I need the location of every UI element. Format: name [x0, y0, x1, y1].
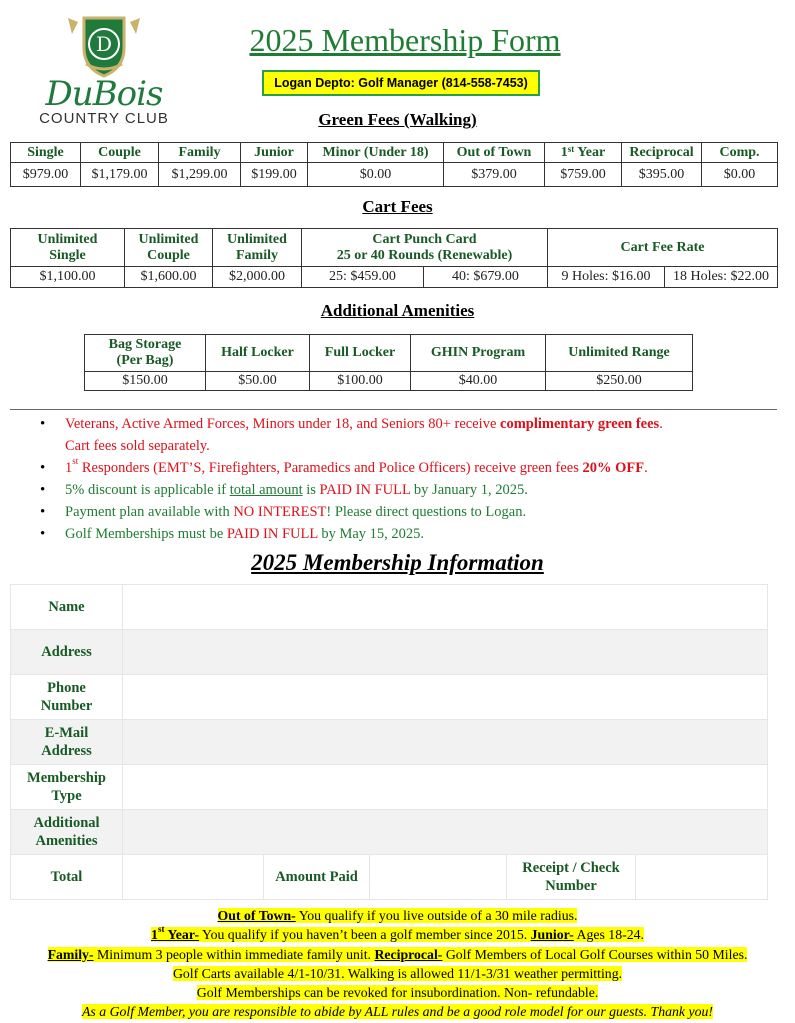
label-total: Total — [11, 855, 123, 900]
gf-header: Family — [159, 143, 241, 163]
amenity-header: Full Locker — [310, 335, 411, 372]
gf-value: $379.00 — [444, 163, 545, 187]
gf-value: $979.00 — [11, 163, 81, 187]
contact-box: Logan Depto: Golf Manager (814-558-7453) — [262, 70, 540, 96]
footer-line-first-year: 1st Year- You qualify if you haven’t been a golf member since 2015. Junior- Ages 18-24. — [151, 924, 644, 943]
cart-fees-heading: Cart Fees — [362, 197, 433, 216]
cart-value: $2,000.00 — [213, 267, 302, 288]
cart-header-rate: Cart Fee Rate — [548, 229, 778, 267]
gf-header: Out of Town — [444, 143, 545, 163]
logo-subtitle: COUNTRY CLUB — [39, 110, 169, 127]
phone-field[interactable] — [123, 675, 768, 720]
label-additional-amenities: Additional Amenities — [11, 810, 123, 855]
gf-header-first-year: 1st Year — [545, 143, 622, 163]
logo-name: DuBois — [45, 74, 163, 114]
gf-header: Single — [11, 143, 81, 163]
label-receipt: Receipt / Check Number — [507, 855, 636, 900]
footer-line-conduct: As a Golf Member, you are responsible to abide by ALL rules and be a good role model for our guests. Thank you! — [81, 1004, 714, 1020]
receipt-field[interactable] — [636, 855, 768, 900]
gf-value: $1,179.00 — [81, 163, 159, 187]
gf-value: $0.00 — [702, 163, 778, 187]
green-fees-table — [10, 142, 778, 187]
amenity-header: Half Locker — [206, 335, 310, 372]
amenities-table — [84, 334, 693, 391]
gf-value: $199.00 — [241, 163, 308, 187]
cart-header-couple: Unlimited Couple — [125, 229, 213, 267]
gf-header: Minor (Under 18) — [308, 143, 444, 163]
amenity-value: $100.00 — [310, 372, 411, 391]
amount-paid-field[interactable] — [370, 855, 507, 900]
note-deadline: • Golf Memberships must be PAID IN FULL by May 15, 2025. — [40, 523, 663, 545]
note-responders: • 1st Responders (EMT’S, Firefighters, Paramedics and Police Officers) receive green fees 20% OFF. — [40, 457, 663, 479]
amenity-header-bag: Bag Storage (Per Bag) — [85, 335, 206, 372]
gf-header: Junior — [241, 143, 308, 163]
gf-value: $1,299.00 — [159, 163, 241, 187]
amenity-header: Unlimited Range — [546, 335, 693, 372]
green-fees-heading: Green Fees (Walking) — [318, 110, 477, 129]
membership-info-heading: 2025 Membership Information — [251, 550, 544, 575]
page-title: 2025 Membership Form — [249, 22, 561, 58]
amenities-heading: Additional Amenities — [320, 301, 475, 320]
cart-fees-table — [10, 228, 778, 288]
gf-header: Couple — [81, 143, 159, 163]
cart-header-family: Unlimited Family — [213, 229, 302, 267]
cart-header-punch-card: Cart Punch Card 25 or 40 Rounds (Renewable) — [302, 229, 548, 267]
membership-type-field[interactable] — [123, 765, 768, 810]
amenity-value: $250.00 — [546, 372, 693, 391]
label-email: E-Mail Address — [11, 720, 123, 765]
amenity-header: GHIN Program — [411, 335, 546, 372]
gf-value: $0.00 — [308, 163, 444, 187]
gf-value: $759.00 — [545, 163, 622, 187]
gf-header: Reciprocal — [622, 143, 702, 163]
cart-value: $1,600.00 — [125, 267, 213, 288]
note-veterans: • Veterans, Active Armed Forces, Minors under 18, and Seniors 80+ receive complimentary green fees. Cart fees sold separately. — [40, 413, 663, 457]
amenity-value: $50.00 — [206, 372, 310, 391]
label-address: Address — [11, 630, 123, 675]
cart-value: $1,100.00 — [11, 267, 125, 288]
svg-text:D: D — [95, 32, 113, 56]
membership-info-table — [10, 584, 768, 900]
footer-line-carts: Golf Carts available 4/1-10/31. Walking is allowed 11/1-3/31 weather permitting. — [172, 965, 623, 981]
address-field[interactable] — [123, 630, 768, 675]
label-name: Name — [11, 585, 123, 630]
divider — [10, 409, 777, 410]
footer-line-family: Family- Minimum 3 people within immediate family unit. Reciprocal- Golf Members of Local Golf Courses within 50 Miles. — [47, 946, 748, 962]
amenity-value: $150.00 — [85, 372, 206, 391]
cart-value: 25: $459.00 — [302, 267, 424, 288]
footer-line-revoked: Golf Memberships can be revoked for insubordination. Non- refundable. — [196, 985, 599, 1001]
note-discount: • 5% discount is applicable if total amount is PAID IN FULL by January 1, 2025. — [40, 479, 663, 501]
label-membership-type: Membership Type — [11, 765, 123, 810]
label-amount-paid: Amount Paid — [264, 855, 370, 900]
gf-value: $395.00 — [622, 163, 702, 187]
cart-value: 18 Holes: $22.00 — [665, 267, 778, 288]
notes-list — [40, 413, 663, 545]
gf-header: Comp. — [702, 143, 778, 163]
footer-notes — [0, 906, 795, 1022]
cart-header-single: Unlimited Single — [11, 229, 125, 267]
amenity-value: $40.00 — [411, 372, 546, 391]
amenities-field[interactable] — [123, 810, 768, 855]
email-field[interactable] — [123, 720, 768, 765]
label-phone: Phone Number — [11, 675, 123, 720]
total-field[interactable] — [123, 855, 264, 900]
cart-value: 40: $679.00 — [424, 267, 548, 288]
name-field[interactable] — [123, 585, 768, 630]
note-payment-plan: • Payment plan available with NO INTEREST! Please direct questions to Logan. — [40, 501, 663, 523]
cart-value: 9 Holes: $16.00 — [548, 267, 665, 288]
footer-line-out-of-town: Out of Town- You qualify if you live outside of a 30 mile radius. — [217, 908, 578, 923]
